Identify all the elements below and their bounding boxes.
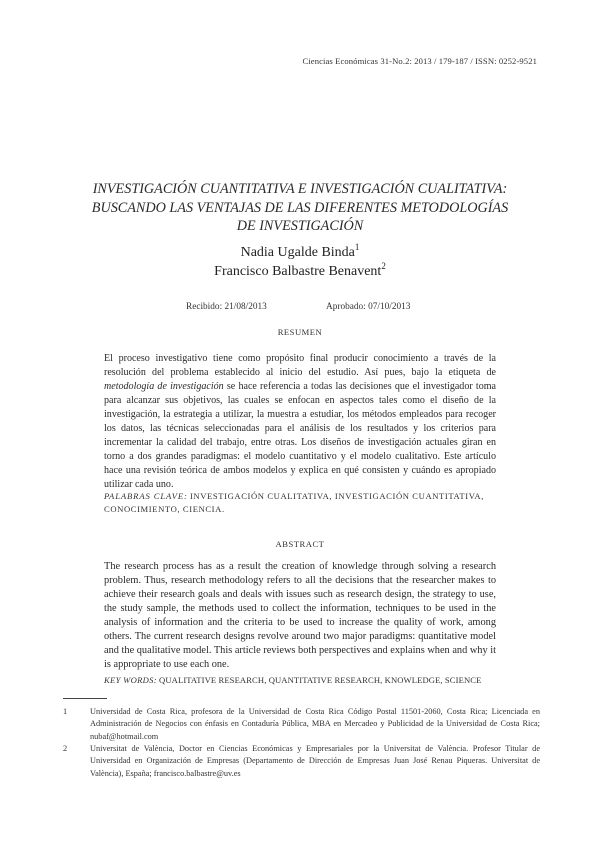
keywords-list: QUALITATIVE RESEARCH, QUANTITATIVE RESEARCH, KNOWLEDGE, SCIENCE — [159, 675, 482, 685]
author-name: Francisco Balbastre Benavent — [214, 263, 382, 279]
title-line: DE INVESTIGACIÓN — [236, 218, 364, 234]
resumen-text-emphasis: metodología de investigación — [104, 380, 224, 392]
palabras-clave — [104, 490, 496, 515]
author — [100, 244, 500, 263]
author — [100, 260, 500, 282]
title-line: BUSCANDO LAS VENTAJAS DE LAS DIFERENTES METODOLOGÍAS — [91, 199, 509, 216]
keywords-label: KEY WORDS: — [104, 675, 157, 685]
footnote-text: Universidad de Costa Rica, profesora de la Universidad de Costa Rica Código Postal 11501-2060, Costa Rica; Licenciada en Administración de Negocios con énfasis en Contaduría Pública, MBA en Mercadeo y Publicidad de la Universidad de Costa Rica; nubaf@hotmail.com — [90, 707, 540, 741]
footnote-text: Universitat de València, Doctor en Ciencias Económicas y Empresariales por la Universitat de València. Profesor Titular de Universidad en Organización de Empresas (Departamento de Dirección de Empresas Juan José Renau Piqueras. Universitat de València), España; francisco.balbastre@uv.es — [90, 744, 540, 778]
keywords-list: INVESTIGACIÓN CUALITATIVA, INVESTIGACIÓN CUANTITATIVA, CONOCIMIENTO, CIENCIA. — [104, 491, 484, 514]
footnote — [63, 743, 540, 780]
running-header: Ciencias Económicas 31-No.2: 2013 / 179-187 / ISSN: 0252-9521 — [302, 56, 537, 66]
abstract-heading: ABSTRACT — [275, 539, 325, 549]
author-list — [100, 244, 500, 281]
key-words — [104, 674, 496, 687]
keywords-label: PALABRAS CLAVE: — [104, 491, 188, 501]
footnote-number: 1 — [63, 707, 68, 716]
author-footnote-mark[interactable]: 2 — [381, 260, 386, 271]
footnote-divider — [63, 698, 107, 699]
footnote — [63, 706, 540, 743]
footnote-number: 2 — [63, 744, 68, 753]
author-name: Nadia Ugalde Binda — [240, 245, 355, 260]
resumen-text-part: se hace referencia a todas las decisiones que el investigador toma para alcanzar sus objetivos, las cuales se enfocan en aspectos tales como el diseño de la investigación, la estrategia a utilizar, la muestra a estudiar, los métodos empleados para recoger los datos, las técnicas seleccionadas para el análisis de los resultados y los criterios para incrementar la calidad del trabajo, entre otras. Los diseños de investigación actuales giran en torno a dos grandes paradigmas: el modelo cuantitativo y el modelo cualitativo. Este artículo hace una revisión teórica de ambos modelos y explica en qué consisten y cuándo es apropiado utilizar cada uno. — [104, 380, 496, 490]
abstract-text: The research process has as a result the creation of knowledge through solving a research problem. Thus, research methodology refers to all the decisions that the researcher makes to achieve their research goals and deals with issues such as research design, the strategy to use, the study sample, the methods used to collect the information, techniques to be used in the analysis of information and the criteria to be used to increase the quality of work, among others. The current research designs revolve around two major paradigms: quantitative model and the qualitative model. This article reviews both perspectives and explains when and why it is appropriate to use each one. — [104, 561, 496, 670]
resumen-text — [104, 352, 496, 492]
received-date: Recibido: 21/08/2013 — [186, 302, 267, 312]
author-footnote-mark[interactable]: 1 — [354, 242, 360, 252]
article-title — [80, 180, 520, 236]
title-line: INVESTIGACIÓN CUANTITATIVA E INVESTIGACIÓN CUALITATIVA: — [92, 181, 508, 197]
resumen-heading: RESUMEN — [277, 327, 323, 337]
resumen-text-part: El proceso investigativo tiene como propósito final producir conocimiento a través de la resolución del problema establecido al inicio del estudio. Así pues, bajo la etiqueta de — [104, 353, 496, 378]
approved-date: Aprobado: 07/10/2013 — [326, 302, 411, 312]
